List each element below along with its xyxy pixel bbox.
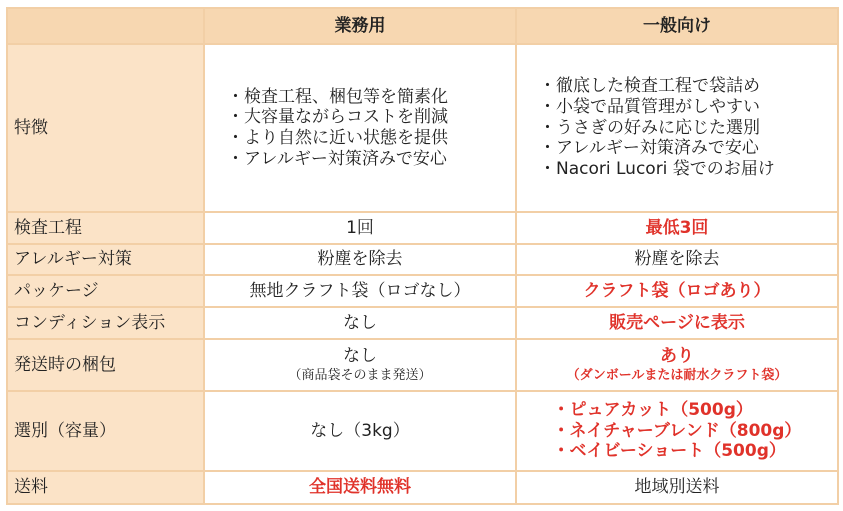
condition-business: なし [204, 307, 516, 339]
list-item: ・小袋で品質管理がしやすい [539, 96, 760, 117]
features-business-cell [204, 44, 516, 212]
package-business: 無地クラフト袋（ロゴなし） [204, 275, 516, 307]
row-label-shipping-pack: 発送時の梱包 [7, 339, 204, 391]
inspection-general: 最低3回 [516, 212, 838, 244]
list-item: ・うさぎの好みに応じた選別 [539, 117, 760, 138]
allergy-business: 粉塵を除去 [204, 244, 516, 275]
shipping-pack-general-note: （ダンボールまたは耐水クラフト袋） [566, 368, 788, 384]
list-item: ・徹底した検査工程で袋詰め [539, 76, 760, 97]
selection-general-cell [516, 391, 838, 471]
shipping-pack-general: あり [660, 345, 694, 366]
shipping-pack-business-cell [204, 339, 516, 391]
table-row [7, 275, 838, 307]
list-item: ・アレルギー対策済みで安心 [227, 148, 447, 169]
package-general: クラフト袋（ロゴあり） [516, 275, 838, 307]
table-row [7, 212, 838, 244]
selection-business: なし（3kg） [204, 391, 516, 471]
header-general: 一般向け [516, 8, 838, 44]
table-row [7, 44, 838, 212]
selection-general-list [553, 400, 802, 462]
shipping-fee-business: 全国送料無料 [204, 471, 516, 504]
condition-general: 販売ページに表示 [516, 307, 838, 339]
list-item: ・大容量ながらコストを削減 [227, 107, 448, 128]
table-row [7, 244, 838, 275]
features-general-cell [516, 44, 838, 212]
list-item: ・Nacori Lucori 袋でのお届け [539, 159, 775, 180]
row-label-features: 特徴 [7, 44, 204, 212]
shipping-pack-business-note: （商品袋そのまま発送） [288, 368, 432, 384]
row-label-allergy: アレルギー対策 [7, 244, 204, 275]
list-item: ・検査工程、梱包等を簡素化 [227, 86, 448, 107]
table-row [7, 391, 838, 471]
row-label-inspection: 検査工程 [7, 212, 204, 244]
inspection-business: 1回 [204, 212, 516, 244]
header-empty-cell [7, 8, 204, 44]
row-label-selection: 選別（容量） [7, 391, 204, 471]
row-label-package: パッケージ [7, 275, 204, 307]
header-business: 業務用 [204, 8, 516, 44]
shipping-pack-general-cell [516, 339, 838, 391]
table-row [7, 339, 838, 391]
list-item: ・アレルギー対策済みで安心 [539, 138, 759, 159]
list-item: ・ネイチャーブレンド（800g） [552, 420, 802, 441]
comparison-table [6, 7, 839, 505]
header-row [7, 8, 838, 44]
shipping-pack-business: なし [343, 345, 377, 366]
list-item: ・より自然に近い状態を提供 [227, 128, 448, 148]
list-item: ・ピュアカット（500g） [552, 399, 753, 420]
table-row [7, 471, 838, 504]
shipping-fee-general: 地域別送料 [516, 471, 838, 504]
row-label-shipping-fee: 送料 [7, 471, 204, 504]
allergy-general: 粉塵を除去 [516, 244, 838, 275]
list-item: ・ベイビーショート（500g） [552, 441, 786, 462]
table-row [7, 307, 838, 339]
row-label-condition: コンディション表示 [7, 307, 204, 339]
